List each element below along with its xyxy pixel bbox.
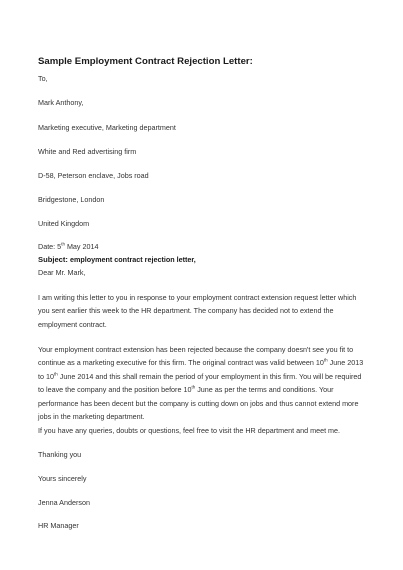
address-country: United Kingdom — [38, 219, 90, 228]
subject-text: employment contract rejection letter, — [67, 255, 196, 264]
ordinal-suffix: th — [323, 357, 328, 363]
company-name: White and Red advertising firm — [38, 147, 137, 156]
paragraph2-line — [38, 385, 333, 394]
subject-label: Subject: — [38, 255, 68, 264]
date-line — [38, 242, 99, 251]
ordinal-suffix: th — [191, 384, 196, 390]
text-run: June 2014 and this shall remain the period of your employment in this firm. You will be required — [57, 372, 362, 381]
date-label: Date: 5 — [38, 242, 62, 251]
letter-title: Sample Employment Contract Rejection Letter: — [38, 56, 253, 67]
text-run: continue as a marketing executive for this firm. The original contract was valid between 10 — [38, 358, 324, 367]
paragraph2-line: Your employment contract extension has been rejected because the company doesn't see you fit to — [38, 345, 354, 354]
date-rest: May 2014 — [64, 242, 99, 251]
closing-thanks: Thanking you — [38, 450, 82, 459]
text-run: June 2013 — [327, 358, 364, 367]
recipient-name: Mark Anthony, — [38, 98, 84, 107]
signer-name: Jenna Anderson — [38, 498, 90, 507]
signer-title: HR Manager — [38, 521, 79, 530]
paragraph2-line — [38, 372, 361, 381]
to-line: To, — [38, 74, 48, 83]
paragraph2-line: jobs in the marketing department. — [38, 412, 145, 421]
subject-line — [38, 255, 196, 264]
paragraph1-line: employment contract. — [38, 320, 107, 329]
address-city: Bridgestone, London — [38, 195, 105, 204]
paragraph1-line: I am writing this letter to you in response to your employment contract extension request letter which — [38, 293, 357, 302]
text-run: to leave the company and the position before 10 — [38, 385, 192, 394]
date-suffix: th — [61, 241, 65, 247]
recipient-position: Marketing executive, Marketing department — [38, 123, 176, 132]
paragraph2-line — [38, 358, 363, 367]
closing-sincerely: Yours sincerely — [38, 474, 87, 483]
address-street: D-58, Peterson enclave, Jobs road — [38, 171, 149, 180]
paragraph1-line: you sent earlier this week to the HR department. The company has decided not to extend the — [38, 306, 334, 315]
paragraph2-line: performance has been decent but the company is cutting down on jobs and thus cannot extend more — [38, 399, 359, 408]
salutation: Dear Mr. Mark, — [38, 268, 86, 277]
ordinal-suffix: th — [54, 371, 58, 377]
text-run: June as per the terms and conditions. Your — [195, 385, 334, 394]
text-run: to 10 — [38, 372, 54, 381]
paragraph2-line: If you have any queries, doubts or questions, feel free to visit the HR department and meet me. — [38, 426, 341, 435]
